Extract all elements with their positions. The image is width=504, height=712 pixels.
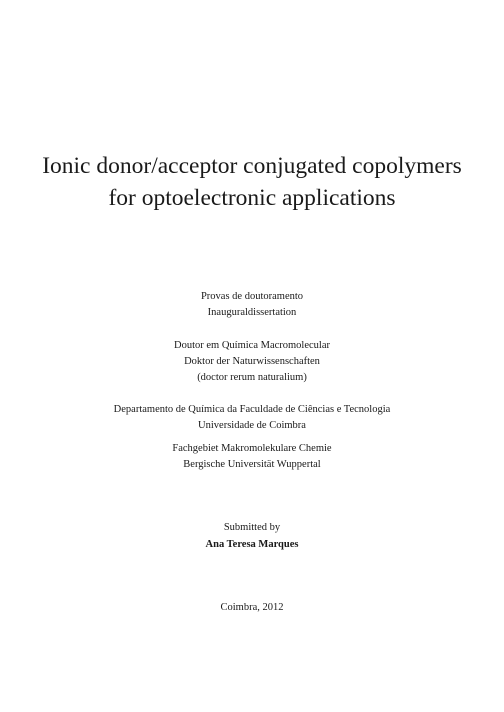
degree-latin: (doctor rerum naturalium) [197,372,307,383]
department-de: Fachgebiet Makromolekulare Chemie [172,443,332,454]
department-pt: Departamento de Química da Faculdade de Ciências e Tecnologia [113,404,391,415]
degree-de: Doktor der Naturwissenschaften [184,356,320,367]
university-pt: Universidade de Coimbra [198,420,306,431]
exam-type-pt: Provas de doutoramento [200,291,304,302]
author-name: Ana Teresa Marques [205,539,299,550]
thesis-title-line-2: for optoelectronic applications [108,185,396,211]
place-date: Coimbra, 2012 [220,602,284,613]
thesis-title-line-1: Ionic donor/acceptor conjugated copolymers [42,153,462,179]
submitted-by-label: Submitted by [223,522,281,533]
university-de: Bergische Universität Wuppertal [183,459,321,470]
exam-type-de: Inauguraldissertation [207,307,297,318]
degree-pt: Doutor em Química Macromolecular [174,340,330,351]
